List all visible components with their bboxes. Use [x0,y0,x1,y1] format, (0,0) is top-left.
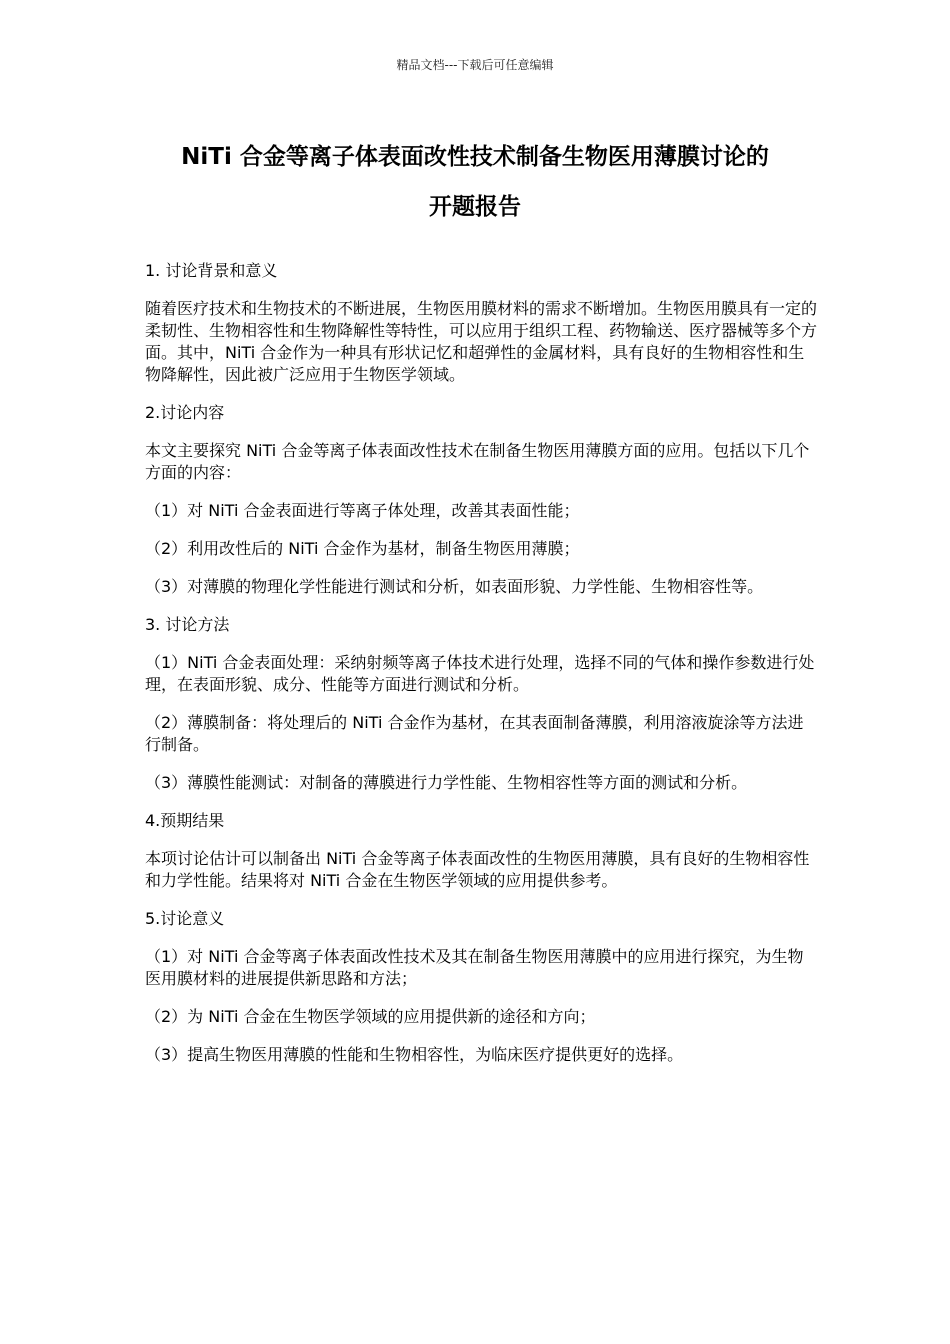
document-title [120,132,830,232]
page-header: 精品文档---下载后可任意编辑 [396,58,554,72]
list-item: （1）对 NiTi 合金表面进行等离子体处理，改善其表面性能； [145,501,580,520]
list-item: （3）提高生物医用薄膜的性能和生物相容性，为临床医疗提供更好的选择。 [145,1045,684,1064]
section-heading-background: 1. 讨论背景和意义 [145,261,278,280]
section-heading-methods: 3. 讨论方法 [145,615,230,634]
list-item: （1）NiTi 合金表面处理：采纳射频等离子体技术进行处理，选择不同的气体和操作参数进行处理，在表面形貌、成分、性能等方面进行测试和分析。 [145,653,815,694]
list-item: （2）薄膜制备：将处理后的 NiTi 合金作为基材，在其表面制备薄膜，利用溶液旋涂等方法进行制备。 [145,713,804,754]
paragraph-background: 随着医疗技术和生物技术的不断进展，生物医用膜材料的需求不断增加。生物医用膜具有一定的柔韧性、生物相容性和生物降解性等特性，可以应用于组织工程、药物输送、医疗器械等多个方面。其中，NiTi 合金作为一种具有形状记忆和超弹性的金属材料，具有良好的生物相容性和生物降解性，因此被广泛应用于生物医学领域。 [145,299,818,384]
list-item: （3）薄膜性能测试：对制备的薄膜进行力学性能、生物相容性等方面的测试和分析。 [145,773,748,792]
title-line-2: 开题报告 [429,194,521,220]
document-body [145,260,817,1082]
paragraph-results: 本项讨论估计可以制备出 NiTi 合金等离子体表面改性的生物医用薄膜，具有良好的生物相容性和力学性能。结果将对 NiTi 合金在生物医学领域的应用提供参考。 [145,849,810,890]
section-heading-content: 2.讨论内容 [145,403,225,422]
section-heading-significance: 5.讨论意义 [145,909,225,928]
section-heading-results: 4.预期结果 [145,811,225,830]
title-line-1: NiTi 合金等离子体表面改性技术制备生物医用薄膜讨论的 [181,144,769,170]
list-item: （1）对 NiTi 合金等离子体表面改性技术及其在制备生物医用薄膜中的应用进行探究，为生物医用膜材料的进展提供新思路和方法； [145,947,804,988]
list-item: （2）利用改性后的 NiTi 合金作为基材，制备生物医用薄膜； [145,539,580,558]
paragraph-content-intro: 本文主要探究 NiTi 合金等离子体表面改性技术在制备生物医用薄膜方面的应用。包括以下几个方面的内容： [145,441,810,482]
list-item: （3）对薄膜的物理化学性能进行测试和分析，如表面形貌、力学性能、生物相容性等。 [145,577,764,596]
list-item: （2）为 NiTi 合金在生物医学领域的应用提供新的途径和方向； [145,1007,596,1026]
